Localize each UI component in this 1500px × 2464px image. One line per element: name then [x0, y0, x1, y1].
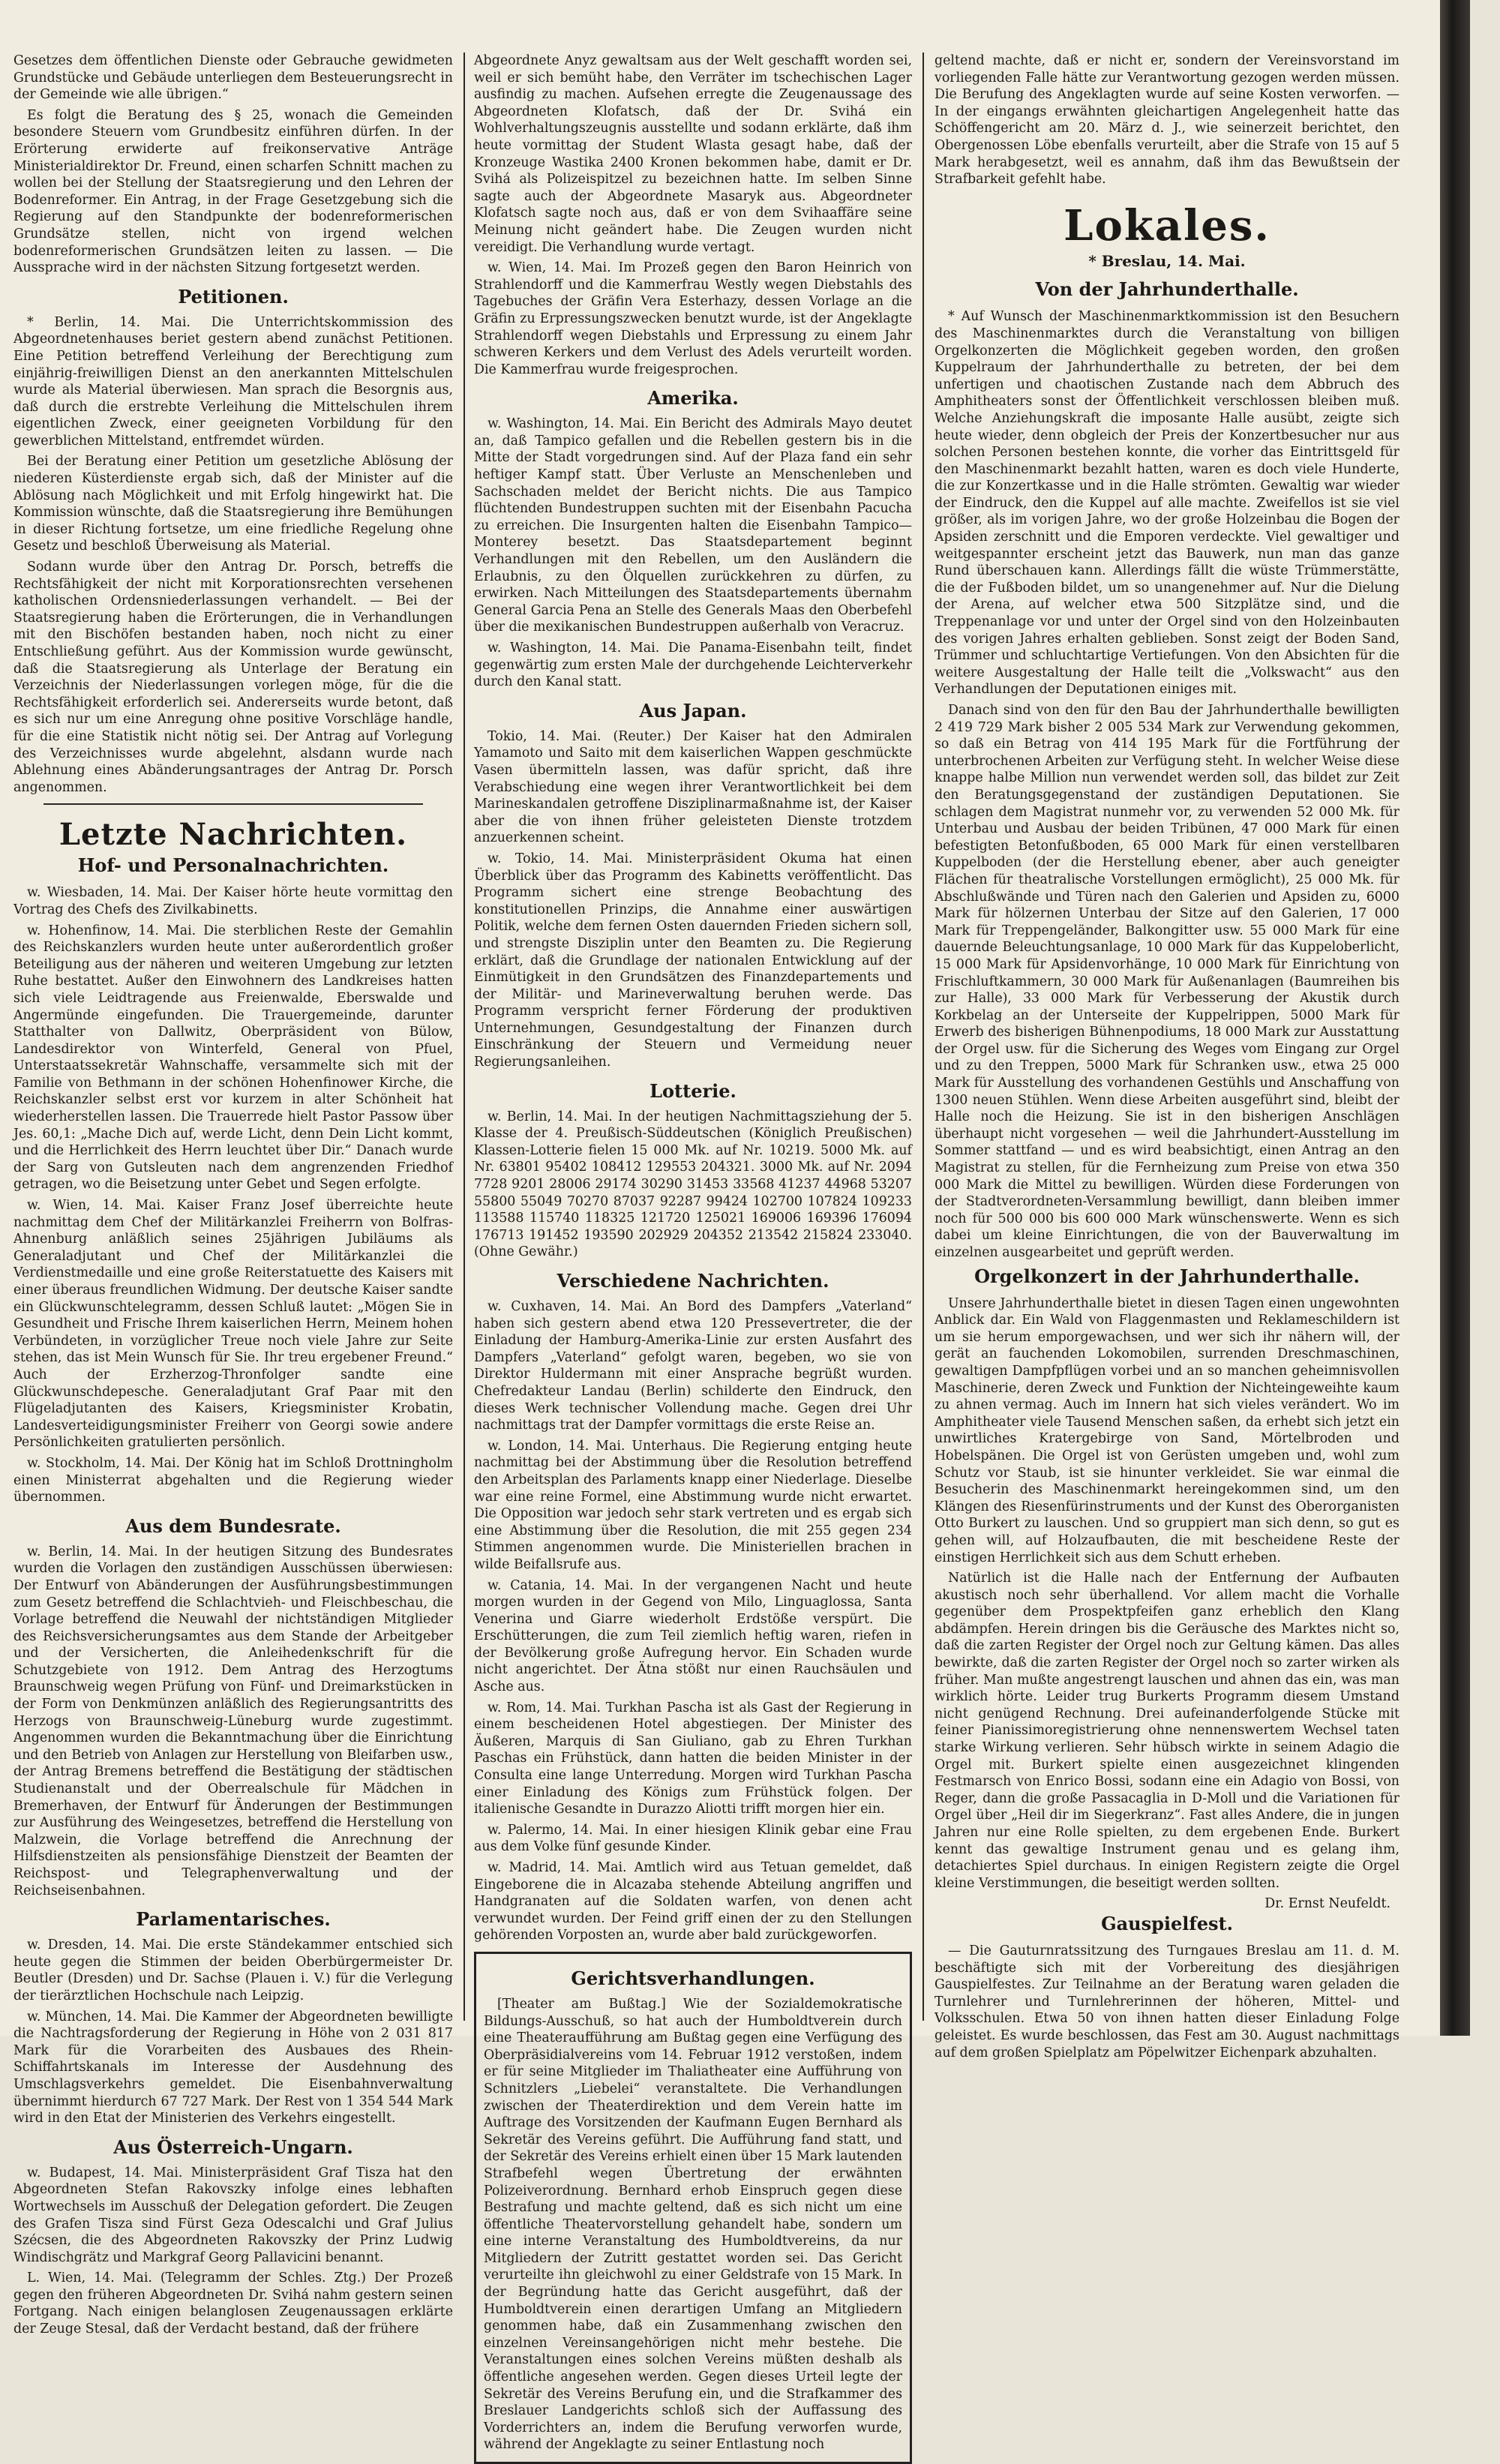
section-heading-bundesrat: Aus dem Bundesrate.: [125, 1514, 341, 1537]
article-paragraph: w. Dresden, 14. Mai. Die erste Ständekammer entschied sich heute gegen die Stimmen der beiden Oberbürgermeister Dr. Beutler (Dresden) und Dr. Sachse (Plauen i. V.) für die Verlegung der tierärztlichen Hochschule nach Leipzig.: [14, 1937, 453, 2003]
article-paragraph: w. Stockholm, 14. Mai. Der König hat im Schloß Drottningholm einen Ministerrat abgehalten und die Regierung wieder übernommen.: [14, 1455, 453, 1505]
article-paragraph: w. Budapest, 14. Mai. Ministerpräsident Graf Tisza hat den Abgeordneten Stefan Rakovszky infolge eines lebhaften Wortwechsels im Ausschuß der Delegation gefordert. Die Zeugen des Grafen Tisza sind Fürst Geza Odescalchi und Graf Julius Szécsen, die des Abgeordneten Rakovszky der Prinz Ludwig Windischgrätz und Markgraf Georg Pallavicini benannt.: [14, 2165, 453, 2265]
article-paragraph: w. Washington, 14. Mai. Die Panama-Eisenbahn teilt, findet gegenwärtig zum ersten Male der durchgehende Leichterverkehr durch den Kanal statt.: [474, 641, 912, 690]
article-paragraph: w. Wien, 14. Mai. Kaiser Franz Josef überreichte heute nachmittag dem Chef der Militärkanzlei Freiherrn von Bolfras-Ahnenburg anläßlich seines 25jährigen Jubiläums als Generaladjutant und Chef der Militärkanzlei die Verdienstmedaille und eine große Reiterstatuette des Kaisers mit einer überaus freundlichen Widmung. Der deutsche Kaiser sandte ein Glückwunschtelegramm, dessen Schluß lautet: „Mögen Sie in Gesundheit und Frische Ihrem kaiserlichen Herrn, Meinem hohen Verbündeten, in vorzüglicher Treue noch viele Jahre zur Seite stehen, das ist Mein Wunsch für Sie. Ihr treu ergebener Freund.“ Auch der Erzherzog-Thronfolger sandte eine Glückwunschdepesche. Generaladjutant Graf Paar mit den Flügeladjutanten des Kaisers, Kriegsminister Krobatin, Landesverteidigungsminister Freiherr von Georgi sowie andere Persönlichkeiten gratulierten persönlich.: [14, 1198, 453, 1451]
article-paragraph: w. Hohenfinow, 14. Mai. Die sterblichen Reste der Gemahlin des Reichskanzlers wurden heute unter außerordentlich großer Beteiligung aus der näheren und weiteren Umgebung zur letzten Ruhe bestattet. Außer den Einwohnern des Landkreises hatten sich viele Leidtragende aus Freienwalde, Eberswalde und Angermünde eingefunden. Die Trauergemeinde, darunter Statthalter von Dallwitz, Oberpräsident von Bülow, Landesdirektor von Winterfeld, General von Pfuel, Unterstaatssekretär Wahnschaffe, versammelte sich mit der Familie von Bethmann in der schönen Hohenfinower Kirche, die Reichskanzler selbst erst vor kurzem in alter Schönheit hat wiederherstellen lassen. Die Trauerrede hielt Pastor Passow über Jes. 60,1: „Mache Dich auf, werde Licht, denn Dein Licht kommt, und die Herrlichkeit des Herrn leuchtet über Dir.“ Danach wurde der Sarg von Gutsleuten nach dem angrenzenden Friedhof getragen, wo die Beisetzung unter Gebet und Segen erfolgte.: [14, 923, 453, 1193]
article-paragraph: * Berlin, 14. Mai. Die Unterrichtskommission des Abgeordnetenhauses beriet gestern abend zunächst Petitionen. Eine Petition betreffend Verleihung der Berechtigung zum einjährig-freiwilligen Dienst an den anerkannten Mittelschulen wurde als Material überwiesen. Man sprach die Besorgnis aus, daß durch die erstrebte Verleihung die Mittelschulen ihrem eigentlichen Zweck, einer geeigneten Vorbildung für den gewerblichen Mittelstand, entfremdet würden.: [14, 314, 453, 449]
section-heading-lotterie: Lotterie.: [650, 1079, 736, 1102]
section-heading-amerika: Amerika.: [647, 387, 739, 410]
section-heading-verschiedene: Verschiedene Nachrichten.: [556, 1270, 830, 1292]
article-paragraph: Es folgt die Beratung des § 25, wonach die Gemeinden besondere Steuern vom Grundbesitz einführen dürfen. In der Erörterung erwiderte auf freikonservative Anträge Ministerialdirektor Dr. Freund, einen scharfen Schnitt machen zu wollen bei der Stellung der Staatsregierung und den Lehren der Bodenreformer. Ein Antrag, in der Frage Gesetzgebung sich die Regierung auf den Standpunkte der bodenreformerischen Grundsätze stellen, nicht von irgend welchen bodenreformerischen Grundsätzen leiten zu lassen. — Die Aussprache wird in der nächsten Sitzung fortgesetzt werden.: [14, 107, 453, 276]
section-heading-letzte-nachrichten: Letzte Nachrichten.: [58, 817, 408, 853]
article-paragraph: w. Catania, 14. Mai. In der vergangenen Nacht und heute morgen wurden in der Gegend von Milo, Linguaglossa, Santa Venerina und Giarre wiederholt Erdstöße verspürt. Die Erschütterungen, die zum Teil ziemlich heftig waren, riefen in der Bevölkerung große Aufregung hervor. Ein Schaden wurde nicht angerichtet. Der Ätna stößt nur einen Rauchsäulen und Asche aus.: [474, 1577, 912, 1695]
article-paragraph: w. Palermo, 14. Mai. In einer hiesigen Klinik gebar eine Frau aus dem Volke fünf gesunde Kinder.: [474, 1822, 912, 1855]
section-heading-lokales: Lokales.: [1064, 200, 1270, 251]
article-paragraph: w. London, 14. Mai. Unterhaus. Die Regierung entging heute nachmittag bei der Abstimmung über die Resolution betreffend den Arbeitsplan des Parlaments knapp einer Niederlage. Dieselbe war eine reine Formel, eine Abstimmung wurde nicht erwartet. Die Opposition war jedoch sehr stark vertreten und es ergab sich eine Abstimmung über die Resolution, die mit 255 gegen 234 Stimmen angenommen wurde. Die Ministeriellen brachen in wilde Beifallsrufe aus.: [474, 1438, 912, 1572]
article-paragraph: Sodann wurde über den Antrag Dr. Porsch, betreffs die Rechtsfähigkeit der nicht mit Korporationsrechten versehenen katholischen Ordensniederlassungen verhandelt. — Bei der Staatsregierung haben die Erörterungen, die in Verhandlungen mit den Bischöfen bestanden haben, noch nicht zu einer Entschließung geführt. Aus der Kommission wurde gewünscht, daß die Staatsregierung als Unterlage der Beratung ein Verzeichnis der Niederlassungen vorlegen möge, für die die Rechtsfähigkeit erforderlich sei. Andererseits wurde betont, daß es sich nur um eine Anregung ohne positive Vorschläge handle, für die eine Statistik nicht nötig sei. Der Antrag auf Vorlegung des Verzeichnisses wurde abgelehnt, alsdann wurde nach Ablehnung eines Abänderungsantrages der Antrag Dr. Porsch angenommen.: [14, 560, 453, 795]
section-heading-oesterreich: Aus Österreich-Ungarn.: [113, 2135, 353, 2158]
article-paragraph: w. Madrid, 14. Mai. Amtlich wird aus Tetuan gemeldet, daß Eingeborene die in Alcazaba stehende Abteilung angriffen und Handgranaten auf die Soldaten warfen, von denen acht verwundet wurden. Der Feind griff einen der zu den Stellungen gehörenden Vorposten an, wurde aber bald zurückgeworfen.: [474, 1860, 912, 1943]
article-paragraph: w. Wien, 14. Mai. Im Prozeß gegen den Baron Heinrich von Strahlendorff und die Kammerfrau Westly wegen Diebstahls des Tagebuches der Gräfin Vera Esterhazy, dessen Vorlage an die Gräfin zu Erpressungszwecken benutzt wurde, ist der Angeklagte Strahlendorff wegen Diebstahls und Erpressung zu einem Jahr schweren Kerkers und dem Verlust des Adels verurteilt worden. Die Kammerfrau wurde freigesprochen.: [474, 260, 912, 377]
section-heading-petitionen: Petitionen.: [178, 285, 289, 308]
article-paragraph: w. Berlin, 14. Mai. In der heutigen Sitzung des Bundesrates wurden die Vorlagen den zuständigen Ausschüssen überwiesen: Der Entwurf von Abänderungen der Ausführungsbestimmungen zum Gesetz betreffend die Schlachtvieh- und Fleischbeschau, die Vorlage betreffend die Neuwahl der nichtständigen Mitglieder des Reichsversicherungsamtes aus dem Stande der Arbeitgeber und der Versicherten, die Anleihedenkschrift für die Schutzgebiete von 1912. Dem Antrag des Herzogtums Braunschweig wegen Prüfung von Fünf- und Dreimarkstücken in der Form von Denkmünzen anläßlich des Regierungsantritts des Herzogs von Braunschweig-Lüneburg wurde zugestimmt. Angenommen wurden die Bekanntmachung über die Einrichtung und den Betrieb von Anlagen zur Herstellung von Bleifarben usw., der Antrag Bremens betreffend die Bestätigung der städtischen Studienanstalt und der Oberrealschule für Mädchen in Bremerhaven, der Entwurf für Änderungen der Bestimmungen zur Ausführung des Weingesetzes, betreffend die Herstellung von Malzwein, die Vorlage betreffend die Anrechnung der Hilfsdienstzeiten als pensionsfähige Dienstzeit der Beamten der Reichspost- und Telegraphenverwaltung und der Reichseisenbahnen.: [14, 1544, 453, 1898]
article-paragraph: [Theater am Bußtag.] Wie der Sozialdemokratische Bildungs-Ausschuß, so hat auch der Humboldtverein durch eine Theateraufführung am Bußtag gegen eine Verfügung des Oberpräsidialvereins vom 14. Februar 1912 verstoßen, indem er für seine Mitglieder im Thaliatheater eine Aufführung von Schnitzlers „Liebelei“ veranstaltete. Die Verhandlungen zwischen der Theaterdirektion und dem Verein hatte im Auftrage des Vorsitzenden der Kaufmann Eugen Bernhard als Sekretär des Vereins geführt. Die Aufführung fand statt, und der Sekretär des Vereins erhielt einen über 15 Mark lautenden Strafbefehl wegen Übertretung der erwähnten Polizeiverordnung. Bernhard erhob Einspruch gegen diese Bestrafung und machte geltend, daß es sich nicht um eine öffentliche Theatervorstellung gehandelt habe, sondern um eine interne Veranstaltung des Humboldtvereins, da nur Mitgliedern der Zutritt gestattet worden sei. Das Gericht verurteilte ihn gleichwohl zu einer Geldstrafe von 15 Mark. In der Begründung hatte das Gericht ausgeführt, daß der Humboldtverein einen derartigen Umfang an Mitgliedern genommen habe, daß ein Zusammenhang zwischen den einzelnen Vereinsangehörigen nicht mehr bestehe. Die Veranstaltungen eines solchen Vereins müßten deshalb als öffentliche angesehen werden. Gegen dieses Urteil legte der Sekretär des Vereins Berufung ein, und die Strafkammer des Breslauer Landgerichts schloß sich der Auffassung des Vorderrichters an, indem die Berufung verworfen wurde, während der Angeklagte zu seiner Entlastung noch: [484, 1996, 902, 2453]
article-paragraph: Bei der Beratung einer Petition um gesetzliche Ablösung der niederen Küsterdienste ergab sich, daß der Minister auf die Ablösung nach Möglichkeit und mit Erfolg hingewirkt hat. Die Kommission wünschte, daß die Staatsregierung ihre Bemühungen in dieser Richtung fortsetze, um eine friedliche Regelung ohne Gesetz und beschloß Überweisung als Material.: [14, 454, 453, 554]
article-paragraph: Unsere Jahrhunderthalle bietet in diesen Tagen einen ungewohnten Anblick dar. Ein Wald von Flaggenmasten und Reklameschildern ist um sie herum emporgewachsen, und wer sich ihr nähern will, der gerät an fauchenden Lokomobilen, surrenden Dreschmaschinen, gewaltigen Dampfpflügen vorbei und an so manchen geheimnisvollen Maschinerie, deren Zweck und Funktion der Nichteingeweihte kaum zu ahnen vermag. Auch im Innern hat sich vieles verändert. Wo im Amphitheater viele Tausend Menschen saßen, da erhebt sich jetzt ein unwirtliches Kratergebirge von Sand, Mörtelbroden und Hobelspänen. Die Orgel ist von Gerüsten umgeben und, wohl zum Schutz vor Staub, ist sie hinunter verkleidet. Sie war einmal die Besucherin des Maschinenmarkt hereingekommen sind, um den Klängen des Riesenfürinstruments und der Kunst des Oberorganisten Otto Burkert zu lauschen. Und so gruppiert man sich denn, so gut es gehen will, auf Holzaufbauten, die mit bescheidene Reste der einstigen Herrlichkeit sich aus dem Schutt erheben.: [934, 1295, 1400, 1565]
article-paragraph: w. Tokio, 14. Mai. Ministerpräsident Okuma hat einen Überblick über das Programm des Kabinetts veröffentlicht. Das Programm sichert eine strenge Beobachtung des konstitutionellen Prinzips, die Annahme einer auswärtigen Politik, welche dem fernen Osten dauernden Frieden sichern soll, und strengste Disziplin unter den Beamten zu. Die Regierung erklärt, daß die Grundlage der nationalen Entwicklung auf der Einmütigkeit in den Grundsätzen des Finanzdepartements und der Militär- und Marineverwaltung beruhen werde. Das Programm verspricht ferner Förderung der produktiven Unternehmungen, Gesundgestaltung der Finanzen durch Einschränkung der Steuern und Vermeidung neuer Regierungsanleihen.: [474, 851, 912, 1070]
dateline: * Breslau, 14. Mai.: [1088, 251, 1246, 270]
article-paragraph: w. Berlin, 14. Mai. In der heutigen Nachmittagsziehung der 5. Klasse der 4. Preußisch-Süddeutschen (Königlich Preußischen) Klassen-Lotterie fielen 15 000 Mk. auf Nr. 10219. 5000 Mk. auf Nr. 63801 95402 108412 129553 204321. 3000 Mk. auf Nr. 2094 7728 9201 28006 29174 30290 31453 33568 41237 44968 53207 55800 55049 70270 87037 92287 99424 102700 107824 109233 113588 115740 118325 121720 125021 169006 169396 176094 176713 191452 193590 202929 204352 213542 215824 233040. (Ohne Gewähr.): [474, 1109, 912, 1260]
column-left: [14, 53, 453, 2337]
subheading-jahrhunderthalle: Von der Jahrhunderthalle.: [1035, 278, 1299, 301]
binding-edge: [1440, 0, 1470, 2036]
article-paragraph: w. Wiesbaden, 14. Mai. Der Kaiser hörte heute vormittag den Vortrag des Chefs des Zivilkabinetts.: [14, 885, 453, 917]
article-paragraph: Danach sind von den für den Bau der Jahrhunderthalle bewilligten 2 419 729 Mark bisher 2 005 534 Mark zur Verwendung gekommen, so daß ein Betrag von 414 195 Mark für die Fortführung der unterbrochenen Arbeiten zur Verfügung steht. In welcher Weise diese knappe halbe Million nun verwendet werden soll, das bildet zur Zeit den Beratungsgegenstand der zuständigen Deputationen. Sie schlagen dem Magistrat nunmehr vor, zu verwenden 52 000 Mk. für Unterbau und Ausbau der beiden Tribünen, 47 000 Mark für einen befestigten Betonfußboden, 65 000 Mark für einen verstellbaren Kuppelboden (der die Herstellung ebener, aber auch geneigter Flächen für theatralische Vorstellungen ermöglicht), 25 000 Mk. für Abschlußwände und Türen nach den Galerien und Apsiden zu, 6000 Mark für hölzernen Unterbau der Sitze auf den Galerien, 17 000 Mark für Treppengeländer, Balkongitter usw. 55 000 Mark für eine dauernde Beleuchtungsanlage, 10 000 Mark für das Kuppeloberlicht, 15 000 Mark für Apsidenvorhänge, 10 000 Mark für Einrichtung von Frischluftkammern, 30 000 Mark für Außenanlagen (Baumreihen bis zur Halle), 33 000 Mark für Verbesserung der Akustik durch Korkbelag an der Unterseite der Kuppelrippen, 5000 Mark für Erwerb des bisherigen Bühnenpodiums, 18 000 Mark zur Ausstattung der Orgel usw. für die Sicherung des Weges vom Eingang zur Orgel und zu den Treppen, 5000 Mark für Schranken usw., etwa 25 000 Mark für Ausstellung des vorhandenen Gestühls und Anschaffung von 1300 neuen Stühlen. Wenn diese Arbeiten ausgeführt sind, bleibt der Halle noch die Heizung. Sie ist in den bisherigen Anschlägen überhaupt nicht vorgesehen — weil die Jahrhundert-Ausstellung im Sommer stattfand — und es wird beabsichtigt, einen Antrag an den Magistrat zu stellen, für die Fernheizung zum Preise von etwa 350 000 Mark die Mittel zu bewilligen. Würden diese Forderungen von der Stadtverordneten-Versammlung bewilligt, dann bleiben immer noch für 500 000 bis 600 000 Mark wünschenswerte. Wenn es sich dabei um kleine Einrichtungen, die von der Bauverwaltung im einzelnen ausgearbeitet und geprüft werden.: [934, 703, 1400, 1260]
subheading-orgelkonzert: Orgelkonzert in der Jahrhunderthalle.: [974, 1265, 1360, 1287]
article-paragraph: w. Rom, 14. Mai. Turkhan Pascha ist als Gast der Regierung in einem bescheidenen Hotel abgestiegen. Der Minister des Äußeren, Marquis di San Giuliano, gab zu Ehren Turkhan Paschas ein Frühstück, dann hatten die beiden Minister in der Consulta eine lange Unterredung. Morgen wird Turkhan Pascha einer Einladung des Königs zum Frühstück folgen. Der italienische Gesandte in Durazzo Aliotti trifft morgen hier ein.: [474, 1700, 912, 1817]
article-paragraph: Tokio, 14. Mai. (Reuter.) Der Kaiser hat den Admiralen Yamamoto und Saito mit dem kaiserlichen Wappen geschmückte Vasen übermitteln lassen, was dafür spricht, daß ihre Verabschiedung eine wegen ihrer Verantwortlichkeit bei dem Marineskandalen getroffene Disziplinarmaßnahme ist, der Kaiser aber die von ihnen früher geleisteten Dienste trotzdem anzuerkennen scheint.: [474, 728, 912, 846]
article-paragraph: — Die Gauturnratssitzung des Turngaues Breslau am 11. d. M. beschäftigte sich mit der Vorbereitung des diesjährigen Gauspielfestes. Zur Teilnahme an der Beratung waren geladen die Turnlehrer und Turnlehrerinnen der höheren, Mittel- und Volksschulen. Etwa 50 von ihnen hatten dieser Einladung Folge geleistet. Es wurde beschlossen, das Fest am 30. August nachmittags auf dem großen Spielplatz am Pöpelwitzer Eichenpark abzuhalten.: [934, 1943, 1400, 2060]
article-paragraph: L. Wien, 14. Mai. (Telegramm der Schles. Ztg.) Der Prozeß gegen den früheren Abgeordneten Dr. Svihá nahm gestern seinen Fortgang. Nach einigen belanglosen Zeugenaussagen erklärte der Zeuge Stesal, daß der Verdacht bestand, daß der frühere: [14, 2270, 453, 2337]
subheading-hof: Hof- und Personalnachrichten.: [77, 854, 389, 877]
column-right: [934, 53, 1400, 2060]
article-paragraph: geltend machte, daß er nicht er, sondern der Vereinsvorstand im vorliegenden Falle hätte zur Verantwortung gezogen werden müssen. Die Berufung des Angeklagten wurde auf seine Kosten verworfen. — In der eingangs erwähnten gleichartigen Angelegenheit hatte das Schöffengericht am 20. März d. J., wie seinerzeit berichtet, den Obergenossen Löbe ebenfalls verurteilt, aber die Strafe von 15 auf 5 Mark herabgesetzt, weil es annahm, daß ihm das Bewußtsein der Strafbarkeit gefehlt habe.: [934, 53, 1400, 188]
author-signature: Dr. Ernst Neufeldt.: [1264, 1896, 1390, 1912]
subheading-gauspielfest: Gauspielfest.: [1101, 1912, 1233, 1934]
section-heading-gericht: Gerichtsverhandlungen.: [571, 1967, 815, 1989]
court-box: [474, 1952, 912, 2464]
article-paragraph: w. Washington, 14. Mai. Ein Bericht des Admirals Mayo deutet an, daß Tampico gefallen und die Rebellen gestern bis in die Mitte der Stadt vorgedrungen sind. Auf der Plaza fand ein sehr heftiger Kampf statt. Über Verluste an Menschenleben und Sachschaden meldet der Bericht nichts. Die aus Tampico flüchtenden Bundestruppen suchten mit der Eisenbahn Pacucha zu erreichen. Die Insurgenten halten die Eisenbahn Tampico—Monterey besetzt. Das Staatsdepartement beginnt Verhandlungen mit den Rebellen, um den Ausländern die Erlaubnis, zu den Ölquellen zurückkehren zu dürfen, zu erwirken. Nach Mitteilungen des Staatsdepartements übernahm General Garcia Pena an Stelle des Generals Maas den Oberbefehl über die mexikanischen Bundestruppen außerhalb von Veracruz.: [474, 416, 912, 635]
article-paragraph: Natürlich ist die Halle nach der Entfernung der Aufbauten akustisch noch sehr überhallend. Vor allem macht die Vorhalle gegenüber dem Prospektpfeifen ganz erheblich den Klang abdämpfen. Herein dringen bis die Geräusche des Marktes nicht so, daß die zarten Register der Orgel noch zur Geltung kämen. Das alles bewirkte, daß die zarten Register der Orgel noch so zarter wirken als früher. Man mußte angestrengt lauschen und ahnen das ein, was man wirklich hörte. Leider trug Burkerts Programm diesem Umstand nicht genügend Rechnung. Drei aufeinanderfolgende Stücke mit feiner Pianissimoregistrierung ohne nennenswertem Wechsel taten starke Wirkung verlieren. Sehr hübsch wirkte in seinem Adagio die Orgel mit. Burkert spielte einen ausgezeichnet klingenden Festmarsch von Enrico Bossi, sodann eine ein Adagio von Bossi, von Reger, dann die große Passacaglia in D-Moll und die Variationen für Orgel über „Heil dir im Siegerkranz“. Fast alles Andere, die in jungen Jahren nur eine Rolle spielten, zu dem ergebenen Ende. Burkert kennt das gewaltige Instrument genau und es gelang ihm, detachiertes Spiel durchaus. In einigen Registern zeigte die Orgel kleine Verstimmungen, die beseitigt werden sollten.: [934, 1571, 1400, 1891]
article-paragraph: Abgeordnete Anyz gewaltsam aus der Welt geschafft worden sei, weil er sich bemüht habe, den Verräter im tschechischen Lager ausfindig zu machen. Aufsehen erregte die Zeugenaussage des Abgeordneten Klofatsch, daß der Dr. Svihá ein Wohlverhaltungszeugnis ausstellte und sodann erklärte, daß ihm heute vormittag der Student Wlasta gesagt habe, daß der Kronzeuge Wastika 2400 Kronen bekommen habe, damit er Dr. Svihá als Polizeispitzel zu bezeichnen hatte. Im selben Sinne sagte auch der Abgeordnete Masaryk aus. Abgeordneter Klofatsch sagte noch aus, daß er von dem Svihaaffäre seine Meinung nicht geändert habe. Die Zeugen wurden nicht vereidigt. Die Verhandlung wurde vertagt.: [474, 53, 912, 255]
section-heading-parlamentarisches: Parlamentarisches.: [136, 1908, 331, 1931]
column-rule: [464, 53, 465, 2021]
article-paragraph: w. München, 14. Mai. Die Kammer der Abgeordneten bewilligte die Nachtragsforderung der Regierung in Höhe von 2 031 817 Mark für die Vorarbeiten des Ausbaues des Rhein-Schiffahrtskanals im Interesse der Ausdehnung des Umschlagsverkehrs gemeldet. Die Eisenbahnverwaltung übernimmt hierdurch 67 727 Mark. Der Rest von 1 354 544 Mark wird in den Etat der Ministerien des Verkehrs eingestellt.: [14, 2009, 453, 2126]
article-paragraph: * Auf Wunsch der Maschinenmarktkommission ist den Besuchern des Maschinenmarktes durch die Veranstaltung von billigen Orgelkonzerten die Möglichkeit gegeben worden, den großen Kuppelraum der Jahrhunderthalle zu betreten, der bei dem unfertigen und chaotischen Zustande nach dem Abbruch des Amphitheaters sonst der Öffentlichkeit verschlossen bleiben muß. Welche Anziehungskraft die imposante Halle ausübt, zeigte sich heute wieder, denn obgleich der Preis der Konzertbesucher nur aus solchen Personen bestehen konnte, die vorher das Eintrittsgeld für den Maschinenmarkt bezahlt hatten, waren es doch viele Hunderte, die zur Konzertkasse und in die Halle strömten. Gewaltig war wieder der Eindruck, den die Kuppel auf alle machte. Zweifellos ist sie viel größer, als im vorigen Jahre, wo der große Holzeinbau die Bogen der Apsiden zerschnitt und die Emporen verdeckte. Viel gewaltiger und weitgespannter erscheint jetzt das Bauwerk, nun man das ganze Rund überschauen kann. Allerdings fällt die wüste Trümmerstätte, die der Fußboden bildet, um so unangenehmer auf. Nur die Dielung der Arena, auf welcher etwa 500 Sitzplätze sind, und die Treppenanlage vor und unter der Orgel sind von den Holzeinbauten des vorigen Jahres erhalten geblieben. Sonst zeigt der Boden Sand, Trümmer und schluchtartige Vertiefungen. Von den Absichten für die weitere Ausgestaltung der Halle teilt die „Volkswacht“ aus den Verhandlungen der Deputationen einiges mit.: [934, 309, 1400, 698]
column-rule: [922, 53, 924, 2021]
section-heading-japan: Aus Japan.: [639, 699, 747, 722]
section-divider: [44, 803, 423, 805]
column-middle: [474, 53, 912, 2453]
article-paragraph: w. Cuxhaven, 14. Mai. An Bord des Dampfers „Vaterland“ haben sich gestern abend etwa 120 Pressevertreter, die der Einladung der Hamburg-Amerika-Linie zur ersten Ausfahrt des Dampfers „Vaterland“ gefolgt waren, begeben, wo sie von Direktor Huldermann mit einer Ansprache begrüßt wurden. Chefredakteur Landau (Berlin) schilderte den Eindruck, den dieses Werk technischer Vollendung mache. Gegen drei Uhr nachmittags trat der Dampfer vormittags die erste Reise an.: [474, 1299, 912, 1433]
article-paragraph: Gesetzes dem öffentlichen Dienste oder Gebrauche gewidmeten Grundstücke und Gebäude unterliegen dem Besteuerungsrecht in der Gemeinde wie alle übrigen.“: [14, 53, 453, 103]
